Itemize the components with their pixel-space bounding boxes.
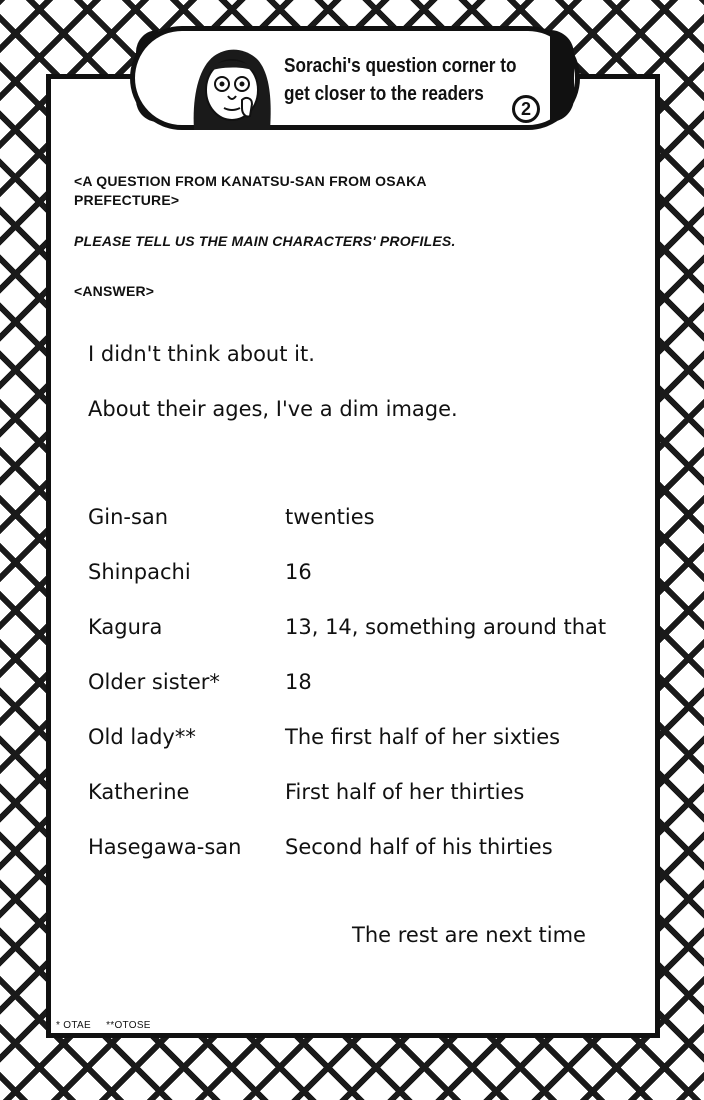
corner-title-line2: get closer to the readers <box>284 83 484 105</box>
profile-row <box>88 615 628 645</box>
answer-label: <ANSWER> <box>74 283 155 299</box>
profile-name: Older sister* <box>88 670 220 694</box>
answer-line-1: I didn't think about it. <box>88 342 315 366</box>
profile-row <box>88 670 628 700</box>
footnote-otose: **OTOSE <box>106 1020 151 1031</box>
closing-line: The rest are next time <box>352 923 586 947</box>
header-cap-right <box>550 30 574 122</box>
profile-name: Shinpachi <box>88 560 191 584</box>
corner-title <box>284 52 534 108</box>
profile-name: Katherine <box>88 780 190 804</box>
footnote-otae: * OTAE <box>56 1020 91 1031</box>
footnotes <box>56 1020 163 1031</box>
profile-age: The first half of her sixties <box>285 725 561 749</box>
profile-age: Second half of his thirties <box>285 835 553 859</box>
content-panel <box>46 74 660 1038</box>
question-source: <A QUESTION FROM KANATSU-SAN FROM OSAKA PREFECTURE> <box>74 173 427 208</box>
profile-row <box>88 835 628 865</box>
answer-line-2: About their ages, I've a dim image. <box>88 397 458 421</box>
profile-name: Old lady** <box>88 725 196 749</box>
profile-age: First half of her thirties <box>285 780 525 804</box>
profile-row <box>88 505 628 535</box>
profile-row <box>88 780 628 810</box>
profile-row <box>88 725 628 755</box>
corner-title-line1: Sorachi's question corner to <box>284 55 517 77</box>
profile-age: 16 <box>285 560 312 584</box>
profile-name: Hasegawa-san <box>88 835 242 859</box>
author-avatar-icon <box>184 38 276 130</box>
profile-name: Kagura <box>88 615 163 639</box>
profile-age: twenties <box>285 505 375 529</box>
issue-number-badge: 2 <box>512 95 540 123</box>
profile-name: Gin-san <box>88 505 169 529</box>
profile-age: 13, 14, something around that <box>285 615 607 639</box>
question-text: PLEASE TELL US THE MAIN CHARACTERS' PROFILES. <box>74 233 456 249</box>
profile-row <box>88 560 628 590</box>
profile-age: 18 <box>285 670 312 694</box>
